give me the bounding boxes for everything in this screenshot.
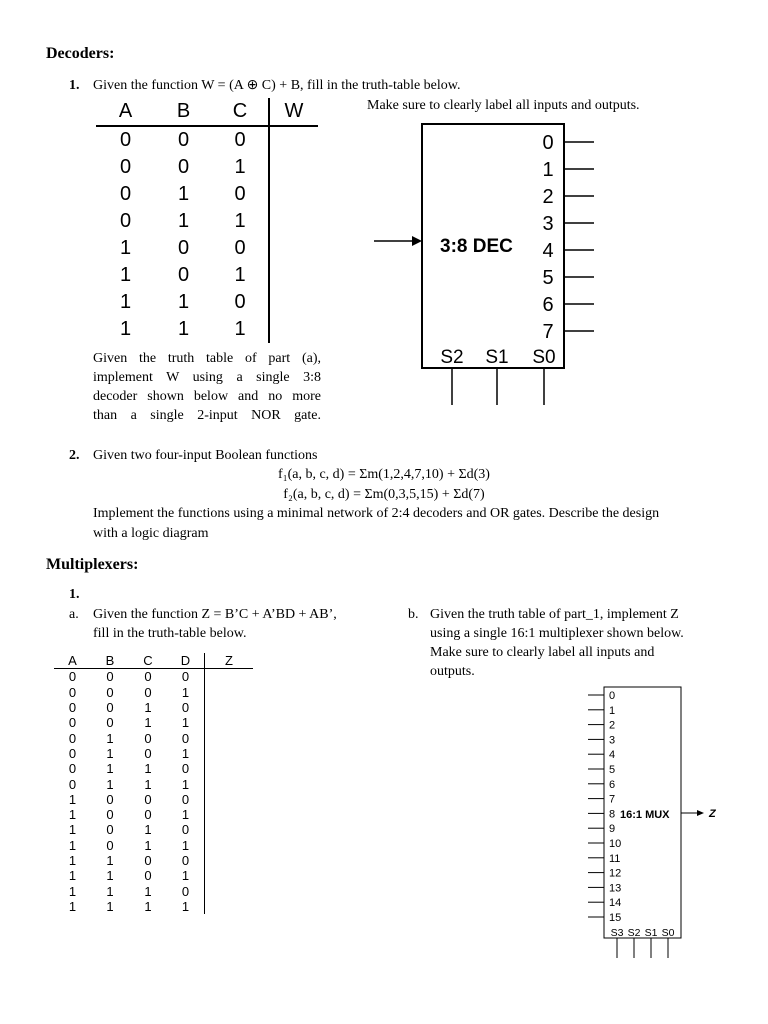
table-cell: 1	[181, 868, 190, 884]
table-cell: 1	[106, 745, 114, 761]
table-header: C	[143, 653, 153, 669]
table-row	[54, 669, 253, 685]
table-cell: 0	[106, 807, 114, 823]
function-f2: f₂(a, b, c, d) = Σm(0,3,5,15) + Σd(7)	[283, 487, 485, 502]
table-cell: 1	[144, 700, 152, 716]
table-cell: 0	[68, 776, 77, 792]
partb-line: implement W using a single 3:8	[93, 370, 321, 385]
decoders-q2-number: 2.	[69, 448, 80, 463]
table-cell: 1	[181, 776, 190, 792]
mux-input-label: 1	[609, 704, 616, 717]
table-cell: 0	[181, 730, 190, 746]
answer-cell[interactable]	[205, 868, 254, 883]
answer-cell[interactable]	[205, 730, 254, 745]
table-cell: 0	[106, 715, 114, 731]
table-cell: 0	[181, 853, 190, 868]
table-cell: 1	[234, 264, 246, 286]
table-cell: 0	[119, 210, 132, 232]
part-a-line: Given the function Z = B’C + A’BD + AB’,	[93, 607, 337, 622]
table-cell: 1	[106, 898, 114, 914]
table-cell: 1	[177, 291, 190, 313]
table-cell: 1	[119, 291, 132, 313]
table-cell: 0	[181, 761, 190, 777]
table-header: B	[105, 653, 115, 669]
table-cell: 1	[234, 156, 246, 178]
decoders-q2-instruction-line1: Implement the functions using a minimal network of 2:4 decoders and OR gates. Describe the design	[93, 506, 660, 521]
mux-output-label: Z	[709, 808, 716, 820]
table-cell: 0	[144, 730, 152, 746]
answer-cell[interactable]	[205, 761, 254, 776]
table-row	[96, 316, 318, 343]
decoders-q2-instruction-line2: with a logic diagram	[93, 526, 209, 541]
table-cell: 1	[106, 883, 114, 899]
mux-16to1-diagram	[584, 682, 724, 964]
answer-cell[interactable]	[205, 822, 254, 837]
decoders-q1-text: Given the function W = (A ⊕ C) + B, fill in the truth-table below.	[93, 78, 461, 93]
answer-cell[interactable]	[269, 262, 318, 289]
decoder-output-label: 1	[542, 159, 554, 181]
table-cell: 0	[68, 669, 77, 685]
table-cell: 1	[106, 776, 114, 792]
table-cell: 1	[119, 264, 132, 286]
table-cell: 1	[144, 761, 152, 777]
answer-cell[interactable]	[269, 289, 318, 316]
answer-cell[interactable]	[205, 883, 254, 898]
answer-cell[interactable]	[205, 776, 254, 791]
mux-input-label: 13	[609, 882, 622, 895]
table-cell: 0	[144, 853, 152, 868]
answer-cell[interactable]	[205, 807, 254, 822]
answer-cell[interactable]	[269, 154, 318, 181]
decoder-truth-table	[96, 98, 318, 343]
mux-select-label: S2	[627, 927, 641, 939]
table-row	[96, 235, 318, 262]
table-cell: 0	[68, 684, 77, 700]
table-cell: 0	[177, 237, 190, 259]
table-row	[96, 181, 318, 208]
decoder-output-label: 6	[542, 294, 554, 316]
decoders-q1-partb	[93, 349, 321, 425]
answer-cell[interactable]	[269, 208, 318, 235]
table-cell: 1	[68, 898, 77, 914]
table-cell: 0	[177, 129, 190, 151]
table-cell: 0	[68, 715, 77, 731]
answer-cell[interactable]	[205, 792, 254, 807]
table-row	[96, 262, 318, 289]
mux-input-label: 7	[609, 793, 616, 806]
table-cell: 1	[144, 837, 152, 853]
decoder-output-label: 4	[542, 240, 554, 262]
table-cell: 0	[106, 822, 114, 838]
table-cell: 1	[68, 883, 77, 899]
table-cell: 1	[144, 715, 152, 731]
table-row	[54, 685, 253, 700]
table-cell: 1	[181, 898, 190, 914]
table-row	[54, 715, 253, 730]
table-cell: 1	[68, 868, 77, 884]
mux-input-label: 6	[609, 778, 616, 791]
decoders-heading: Decoders:	[46, 45, 115, 62]
table-cell: 1	[177, 318, 190, 340]
table-cell: 1	[144, 898, 152, 914]
answer-cell[interactable]	[205, 669, 254, 685]
table-cell: 0	[177, 156, 190, 178]
mux-input-label: 5	[609, 764, 616, 776]
table-cell: 1	[68, 822, 77, 838]
part-b-line: outputs.	[430, 664, 475, 679]
answer-cell[interactable]	[205, 700, 254, 715]
multiplexers-heading: Multiplexers:	[46, 556, 139, 573]
mux-label: 16:1 MUX	[620, 809, 670, 821]
table-cell: 0	[119, 129, 132, 151]
table-cell: 0	[181, 822, 190, 838]
part-a-letter: a.	[69, 607, 79, 622]
table-cell: 0	[106, 669, 114, 685]
table-cell: 1	[181, 807, 190, 823]
table-cell: 0	[106, 791, 114, 807]
table-cell: 0	[234, 183, 246, 205]
table-cell: 0	[181, 700, 190, 716]
table-cell: 0	[181, 883, 190, 899]
table-cell: 1	[181, 715, 190, 731]
table-cell: 1	[177, 210, 190, 232]
answer-cell[interactable]	[205, 715, 254, 730]
table-header: Z	[205, 653, 254, 669]
table-cell: 1	[234, 210, 246, 232]
mux-input-label: 15	[609, 912, 622, 924]
table-cell: 0	[68, 730, 77, 746]
table-header: B	[176, 100, 191, 122]
partb-line: Given the truth table of part (a),	[93, 351, 321, 366]
decoders-q1-number: 1.	[69, 78, 80, 93]
part-b-line: using a single 16:1 multiplexer shown below.	[430, 626, 684, 641]
table-cell: 1	[119, 237, 132, 259]
decoders-q1-label-note: Make sure to clearly label all inputs and outputs.	[367, 98, 640, 113]
decoder-3to8-diagram	[370, 120, 610, 410]
table-cell: 0	[68, 745, 77, 761]
table-row	[54, 868, 253, 883]
table-cell: 0	[68, 761, 77, 777]
table-row	[54, 853, 253, 868]
table-header: W	[269, 98, 318, 126]
mux-input-label: 2	[609, 719, 616, 732]
table-cell: 0	[144, 684, 152, 700]
table-row	[54, 761, 253, 776]
answer-cell[interactable]	[269, 316, 318, 343]
part-a-line: fill in the truth-table below.	[93, 626, 247, 641]
table-row	[54, 792, 253, 807]
table-row	[54, 838, 253, 853]
table-cell: 1	[68, 807, 77, 823]
table-cell: 1	[106, 868, 114, 884]
table-cell: 1	[234, 318, 246, 340]
decoder-output-label: 0	[542, 132, 554, 154]
partb-line: than a single 2-input NOR gate.	[93, 408, 321, 423]
mux-input-label: 4	[609, 749, 616, 762]
table-cell: 1	[177, 183, 190, 205]
answer-cell[interactable]	[205, 853, 254, 868]
part-b-letter: b.	[408, 607, 419, 622]
table-cell: 1	[181, 745, 190, 761]
table-row	[96, 289, 318, 316]
answer-cell[interactable]	[205, 685, 254, 700]
table-cell: 0	[181, 669, 190, 685]
table-header: D	[180, 653, 191, 669]
table-cell: 0	[181, 791, 190, 807]
table-cell: 1	[106, 730, 114, 746]
table-cell: 1	[106, 853, 114, 868]
answer-cell[interactable]	[269, 126, 318, 154]
part-b-line: Make sure to clearly label all inputs and	[430, 645, 655, 660]
part-b-text	[430, 605, 684, 681]
mux-input-label: 0	[609, 690, 616, 702]
table-cell: 0	[234, 291, 246, 313]
table-row	[54, 700, 253, 715]
table-cell: 1	[106, 761, 114, 777]
mux-input-label: 12	[609, 867, 622, 880]
decoder-output-label: 3	[542, 213, 554, 235]
table-cell: 0	[119, 156, 132, 178]
table-cell: 0	[68, 700, 77, 716]
table-row	[54, 899, 253, 914]
multiplexers-q1-number: 1.	[69, 587, 80, 602]
table-cell: 1	[181, 684, 190, 700]
table-cell: 0	[106, 837, 114, 853]
table-cell: 1	[119, 318, 132, 340]
table-cell: 0	[144, 669, 152, 685]
decoder-output-label: 7	[542, 321, 554, 343]
table-row	[54, 730, 253, 745]
mux-input-label: 14	[609, 897, 622, 910]
table-row	[96, 154, 318, 181]
mux-input-label: 8	[609, 808, 616, 821]
decoder-select-label: S2	[440, 347, 464, 368]
table-cell: 0	[234, 129, 246, 151]
decoder-output-label: 5	[542, 267, 554, 289]
table-row	[54, 822, 253, 837]
table-cell: 1	[68, 837, 77, 853]
table-row	[54, 746, 253, 761]
mux-select-label: S3	[610, 927, 624, 939]
table-cell: 1	[68, 853, 77, 868]
table-row	[96, 126, 318, 154]
table-cell: 0	[177, 264, 190, 286]
table-cell: 0	[119, 183, 132, 205]
table-cell: 0	[234, 237, 246, 259]
decoder-label: 3:8 DEC	[440, 236, 513, 257]
table-cell: 1	[68, 791, 77, 807]
mux-select-label: S0	[661, 927, 675, 939]
decoder-select-label: S1	[485, 347, 509, 368]
table-cell: 1	[144, 883, 152, 899]
table-cell: 0	[144, 791, 152, 807]
function-f1: f₁(a, b, c, d) = Σm(1,2,4,7,10) + Σd(3)	[278, 467, 490, 482]
table-header: A	[68, 653, 77, 669]
answer-cell[interactable]	[269, 235, 318, 262]
table-header: A	[118, 100, 133, 122]
answer-cell[interactable]	[205, 838, 254, 853]
table-row	[54, 776, 253, 791]
part-b-line: Given the truth table of part_1, implement Z	[430, 607, 679, 622]
table-cell: 1	[144, 776, 152, 792]
partb-line: decoder shown below and no more	[93, 389, 321, 404]
mux-input-label: 10	[609, 838, 622, 850]
table-cell: 1	[144, 822, 152, 838]
table-cell: 1	[181, 837, 190, 853]
table-cell: 0	[144, 868, 152, 884]
table-cell: 0	[106, 700, 114, 716]
answer-cell[interactable]	[205, 746, 254, 761]
table-cell: 0	[144, 745, 152, 761]
decoder-output-label: 2	[542, 186, 554, 208]
decoder-select-label: S0	[532, 347, 556, 368]
mux-input-label: 11	[609, 852, 621, 865]
mux-truth-table	[54, 653, 253, 914]
answer-cell[interactable]	[205, 899, 254, 914]
table-row	[54, 883, 253, 898]
table-cell: 0	[144, 807, 152, 823]
mux-select-label: S1	[644, 927, 658, 939]
decoders-q2-text: Given two four-input Boolean functions	[93, 448, 318, 463]
mux-input-label: 9	[609, 823, 616, 836]
table-header: C	[232, 100, 248, 122]
table-row	[96, 208, 318, 235]
mux-input-label: 3	[609, 734, 616, 747]
table-cell: 0	[106, 684, 114, 700]
answer-cell[interactable]	[269, 181, 318, 208]
table-row	[54, 807, 253, 822]
